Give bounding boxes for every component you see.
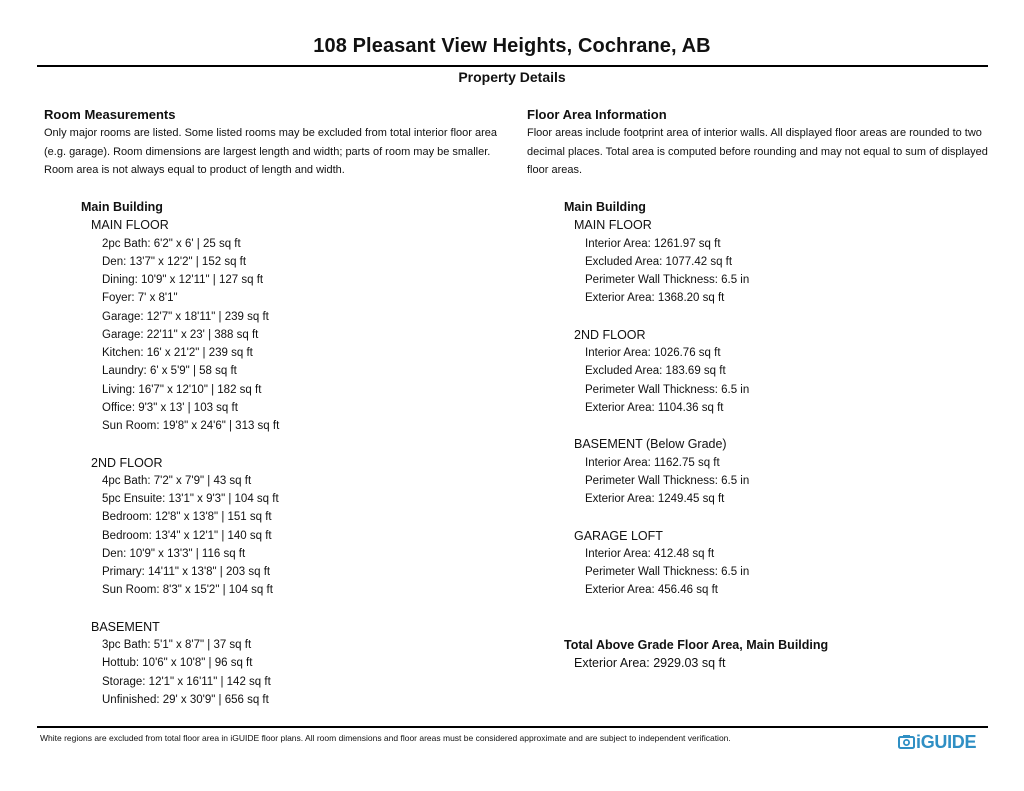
- area-item: Interior Area: 1162.75 sq ft: [585, 456, 720, 469]
- total-area-value: Exterior Area: 2929.03 sq ft: [574, 656, 726, 671]
- area-item: Interior Area: 1261.97 sq ft: [585, 237, 721, 250]
- spacer: [564, 600, 828, 618]
- floor-name: 2ND FLOOR: [91, 455, 163, 470]
- room-item: Sun Room: 8'3" x 15'2" | 104 sq ft: [102, 584, 273, 597]
- page-subtitle: Property Details: [458, 69, 566, 85]
- intro-line: decimal places. Total area is computed before rounding and may not equal to sum of displayed: [527, 145, 988, 158]
- room-item: Living: 16'7" x 12'10" | 182 sq ft: [102, 383, 262, 396]
- room-item: Bedroom: 12'8" x 13'8" | 151 sq ft: [102, 511, 272, 524]
- room-item: Garage: 22'11" x 23' | 388 sq ft: [102, 328, 259, 341]
- total-area-heading: Total Above Grade Floor Area, Main Building: [564, 638, 829, 652]
- area-item: Perimeter Wall Thickness: 6.5 in: [585, 383, 750, 396]
- page-title: 108 Pleasant View Heights, Cochrane, AB: [313, 35, 711, 57]
- floor-name: BASEMENT (Below Grade): [574, 437, 727, 452]
- floor-area-section: [527, 105, 997, 180]
- room-item: Storage: 12'1" x 16'11" | 142 sq ft: [102, 675, 271, 688]
- area-item: Exterior Area: 1104.36 sq ft: [585, 401, 724, 414]
- area-item: Perimeter Wall Thickness: 6.5 in: [585, 274, 750, 286]
- floor-name: GARAGE LOFT: [574, 528, 663, 543]
- room-item: Kitchen: 16' x 21'2" | 239 sq ft: [102, 347, 253, 359]
- iguide-logo-text: iGUIDE: [916, 731, 977, 752]
- area-item: Perimeter Wall Thickness: 6.5 in: [585, 474, 750, 487]
- intro-line: floor areas.: [527, 164, 583, 176]
- iguide-logo: [898, 731, 976, 753]
- iguide-mark-icon: [898, 734, 915, 750]
- intro-line: Room area is not always equal to product of length and width.: [44, 164, 345, 176]
- floor-name: MAIN FLOOR: [91, 218, 169, 233]
- floor-area-intro: [527, 124, 997, 180]
- area-item: Exterior Area: 1368.20 sq ft: [585, 292, 725, 305]
- room-item: Garage: 12'7" x 18'11" | 239 sq ft: [102, 310, 269, 323]
- room-item: Den: 10'9" x 13'3" | 116 sq ft: [102, 547, 246, 560]
- room-item: Laundry: 6' x 5'9" | 58 sq ft: [102, 365, 237, 378]
- room-item: Primary: 14'11" x 13'8" | 203 sq ft: [102, 566, 271, 578]
- area-item: Interior Area: 1026.76 sq ft: [585, 347, 721, 359]
- area-item: Interior Area: 412.48 sq ft: [585, 547, 715, 560]
- room-item: Bedroom: 13'4" x 12'1" | 140 sq ft: [102, 529, 272, 542]
- building-name: Main Building: [81, 200, 163, 214]
- floor-area-list: [564, 198, 828, 673]
- room-item: 2pc Bath: 6'2" x 6' | 25 sq ft: [102, 237, 241, 250]
- room-item: Den: 13'7" x 12'2" | 152 sq ft: [102, 255, 247, 268]
- spacer: [81, 435, 279, 453]
- intro-line: Floor areas include footprint area of interior walls. All displayed floor areas are rounded to two: [527, 127, 982, 139]
- floor-name: MAIN FLOOR: [574, 218, 652, 233]
- spacer: [564, 618, 828, 636]
- room-item: Dining: 10'9" x 12'11" | 127 sq ft: [102, 274, 264, 286]
- area-item: Excluded Area: 1077.42 sq ft: [585, 255, 733, 268]
- room-item: Sun Room: 19'8" x 24'6" | 313 sq ft: [102, 420, 280, 432]
- spacer: [564, 508, 828, 526]
- intro-line: Only major rooms are listed. Some listed rooms may be excluded from total interior floor area: [44, 127, 498, 139]
- floor-name: 2ND FLOOR: [574, 327, 646, 342]
- room-item: Office: 9'3" x 13' | 103 sq ft: [102, 401, 238, 414]
- spacer: [81, 600, 279, 618]
- room-measurements-heading: Room Measurements: [44, 107, 176, 122]
- area-item: Perimeter Wall Thickness: 6.5 in: [585, 566, 750, 578]
- footer-divider: [37, 726, 988, 728]
- area-item: Exterior Area: 456.46 sq ft: [585, 584, 718, 597]
- room-item: Foyer: 7' x 8'1": [102, 292, 178, 305]
- room-list: [81, 198, 279, 709]
- intro-line: (e.g. garage). Room dimensions are largest length and width; parts of room may be smaller.: [44, 145, 491, 158]
- room-measurements-section: [44, 105, 504, 180]
- title-divider: [37, 65, 988, 67]
- area-item: Excluded Area: 183.69 sq ft: [585, 365, 726, 378]
- footer-disclaimer: White regions are excluded from total floor area in iGUIDE floor plans. All room dimensions and floor areas must be considered approximate and are subject to independent verification.: [40, 733, 731, 743]
- spacer: [564, 417, 828, 435]
- room-item: Hottub: 10'6" x 10'8" | 96 sq ft: [102, 657, 253, 670]
- room-item: Unfinished: 29' x 30'9" | 656 sq ft: [102, 693, 269, 706]
- floor-name: BASEMENT: [91, 619, 160, 634]
- building-name: Main Building: [564, 200, 646, 214]
- area-item: Exterior Area: 1249.45 sq ft: [585, 493, 725, 505]
- room-measurements-intro: [44, 124, 504, 180]
- room-item: 5pc Ensuite: 13'1" x 9'3" | 104 sq ft: [102, 493, 279, 505]
- floor-area-heading: Floor Area Information: [527, 107, 667, 122]
- room-item: 3pc Bath: 5'1" x 8'7" | 37 sq ft: [102, 639, 252, 651]
- spacer: [564, 308, 828, 326]
- room-item: 4pc Bath: 7'2" x 7'9" | 43 sq ft: [102, 474, 252, 487]
